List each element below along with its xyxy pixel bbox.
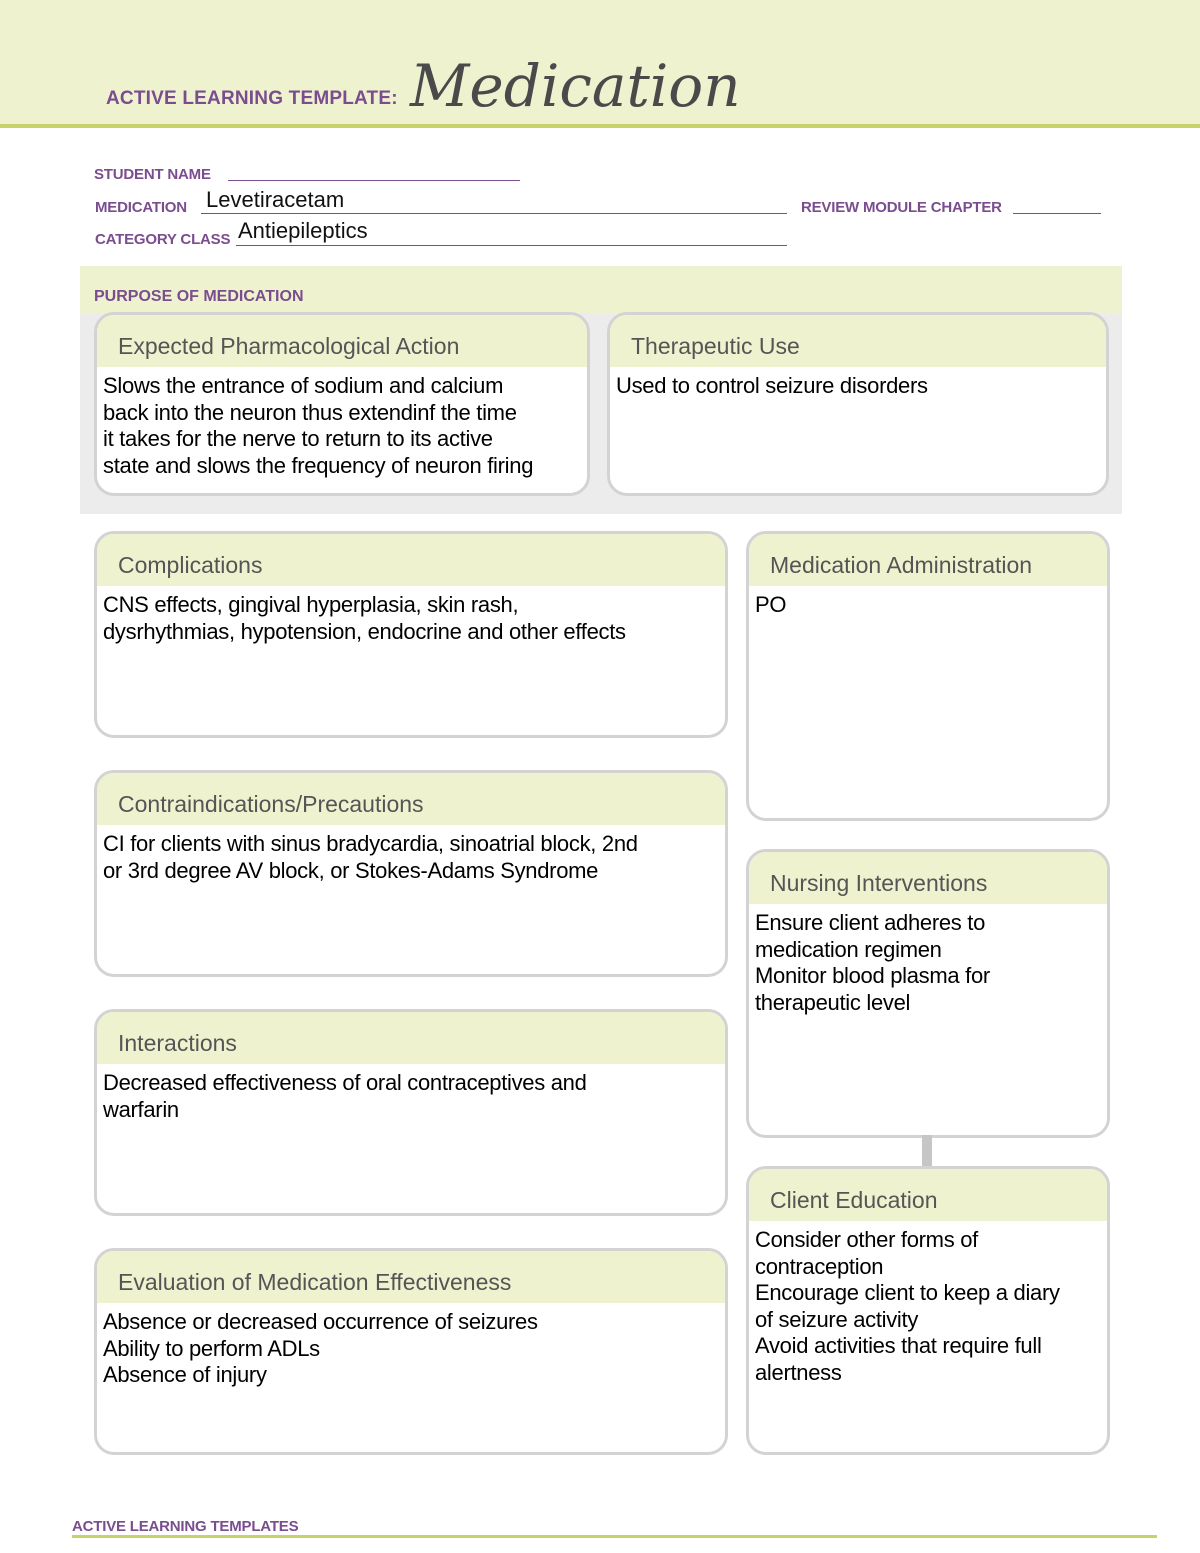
card-title: Evaluation of Medication Effectiveness — [97, 1251, 725, 1303]
card-content[interactable]: Decreased effectiveness of oral contraceptives and warfarin — [103, 1070, 587, 1122]
category-class-field[interactable]: Antiepileptics — [238, 218, 368, 243]
student-name-line — [228, 180, 520, 181]
footer-rule — [72, 1535, 1157, 1538]
card-expected-action — [94, 312, 590, 496]
template-prefix: ACTIVE LEARNING TEMPLATE: — [106, 88, 398, 109]
card-title: Interactions — [97, 1012, 725, 1064]
card-content[interactable]: Consider other forms of contraception Encourage client to keep a diary of seizure activity Avoid activities that require full alertness — [755, 1227, 1060, 1385]
card-content[interactable]: CNS effects, gingival hyperplasia, skin rash, dysrhythmias, hypotension, endocrine and other effects — [103, 592, 626, 644]
footer-label: ACTIVE LEARNING TEMPLATES — [72, 1518, 299, 1535]
category-class-label: CATEGORY CLASS — [95, 231, 231, 248]
card-content[interactable]: Slows the entrance of sodium and calcium back into the neuron thus extendinf the time it takes for the nerve to return to its active state and slows the frequency of neuron firing — [103, 373, 534, 478]
card-client-education — [746, 1166, 1110, 1455]
card-contraindications — [94, 770, 728, 977]
medication-field[interactable]: Levetiracetam — [206, 187, 345, 212]
card-title: Therapeutic Use — [610, 315, 1106, 367]
student-name-label: STUDENT NAME — [94, 166, 211, 183]
card-title: Client Education — [749, 1169, 1107, 1221]
card-connector — [922, 1135, 932, 1167]
card-medication-administration — [746, 531, 1110, 821]
header-rule — [0, 124, 1200, 128]
purpose-strip — [80, 266, 1122, 314]
card-title: Expected Pharmacological Action — [97, 315, 587, 367]
page-title: Medication — [410, 52, 741, 120]
card-title: Contraindications/Precautions — [97, 773, 725, 825]
card-evaluation — [94, 1248, 728, 1455]
card-nursing-interventions — [746, 849, 1110, 1138]
card-title: Nursing Interventions — [749, 852, 1107, 904]
card-content[interactable]: CI for clients with sinus bradycardia, sinoatrial block, 2nd or 3rd degree AV block, or Stokes-Adams Syndrome — [103, 831, 638, 883]
card-content[interactable]: Absence or decreased occurrence of seizures Ability to perform ADLs Absence of injury — [103, 1309, 538, 1387]
review-module-label: REVIEW MODULE CHAPTER — [801, 199, 1002, 216]
card-interactions — [94, 1009, 728, 1216]
card-therapeutic-use — [607, 312, 1109, 496]
purpose-label: PURPOSE OF MEDICATION — [94, 288, 304, 305]
card-title: Medication Administration — [749, 534, 1107, 586]
card-content[interactable]: Ensure client adheres to medication regimen Monitor blood plasma for therapeutic level — [755, 910, 990, 1015]
medication-label: MEDICATION — [95, 199, 187, 216]
card-content[interactable]: Used to control seizure disorders — [616, 373, 928, 398]
card-complications — [94, 531, 728, 738]
review-module-line — [1013, 213, 1101, 214]
category-class-line — [236, 245, 787, 246]
card-title: Complications — [97, 534, 725, 586]
medication-line — [201, 213, 787, 214]
card-content[interactable]: PO — [755, 592, 787, 617]
